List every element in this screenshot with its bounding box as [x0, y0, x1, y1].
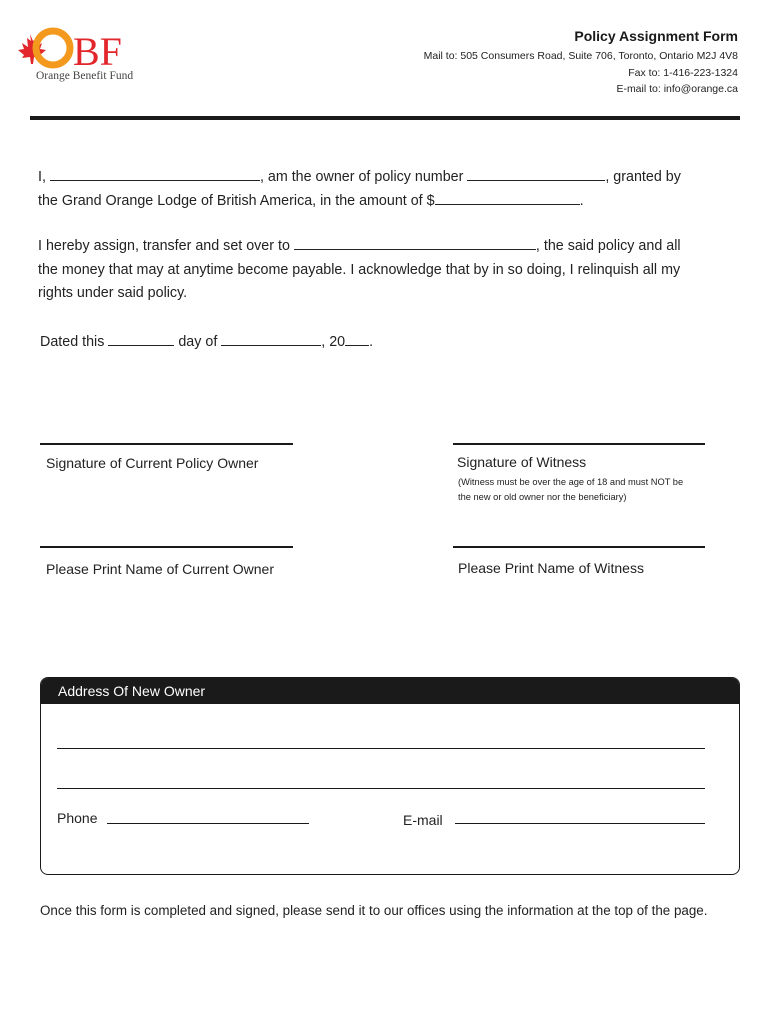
email-address: E-mail to: info@orange.ca [616, 83, 738, 95]
dated-text-a: Dated this [40, 334, 105, 350]
dated-text-b: day of [178, 334, 218, 350]
month-blank[interactable] [221, 331, 321, 346]
header-divider [30, 116, 740, 120]
witness-signature-line[interactable] [453, 443, 705, 445]
dated-text-d: . [369, 334, 374, 350]
owner-signature-line[interactable] [40, 443, 293, 445]
address-line-2[interactable] [57, 788, 705, 789]
assignment-paragraph [38, 235, 738, 306]
p1-text-b: , am the owner of policy number [259, 169, 464, 185]
p2-text-b: , the said policy and all [535, 238, 681, 254]
assignee-blank[interactable] [294, 235, 536, 250]
obf-logo [16, 20, 156, 88]
email-field-line[interactable] [455, 823, 705, 824]
owner-signature-label: Signature of Current Policy Owner [46, 455, 259, 471]
year-blank[interactable] [345, 331, 369, 346]
mail-address: Mail to: 505 Consumers Road, Suite 706, Toronto, Ontario M2J 4V8 [423, 50, 738, 62]
p2-text-c: the money that may at anytime become payable. I acknowledge that by in so doing, I relinquish all my [38, 261, 681, 278]
day-blank[interactable] [108, 331, 174, 346]
witness-print-name-label: Please Print Name of Witness [458, 560, 644, 576]
logo-o-ring [36, 31, 70, 65]
address-line-1[interactable] [57, 748, 705, 749]
p1-text-e: . [579, 192, 584, 209]
p1-text-a: I, [38, 169, 46, 185]
owner-name-blank[interactable] [50, 166, 260, 181]
phone-field-line[interactable] [107, 823, 309, 824]
witness-note-line-1: (Witness must be over the age of 18 and must NOT be [458, 477, 684, 487]
p2-text-d: rights under said policy. [38, 285, 188, 301]
ownership-paragraph [38, 166, 738, 213]
amount-blank[interactable] [435, 190, 580, 205]
fax-number: Fax to: 1-416-223-1324 [628, 67, 738, 79]
owner-print-name-line[interactable] [40, 546, 293, 548]
email-label: E-mail [403, 812, 443, 828]
p1-text-c: , granted by [605, 169, 681, 185]
footer-instruction: Once this form is completed and signed, please send it to our offices using the information at the top of the page. [40, 903, 708, 918]
phone-label: Phone [57, 810, 98, 826]
p2-text-a: I hereby assign, transfer and set over to [38, 238, 290, 254]
p1-text-d: the Grand Orange Lodge of British America, in the amount of $ [38, 192, 435, 209]
witness-signature-label: Signature of Witness [457, 454, 587, 470]
owner-print-name-label: Please Print Name of Current Owner [46, 561, 274, 577]
policy-number-blank[interactable] [467, 166, 605, 181]
address-box-title: Address Of New Owner [41, 678, 739, 704]
witness-note [458, 475, 718, 505]
logo-bf-letters: BF [73, 29, 122, 74]
witness-note-line-2: the new or old owner nor the beneficiary) [458, 492, 627, 502]
logo-subtitle: Orange Benefit Fund [36, 70, 134, 82]
witness-print-name-line[interactable] [453, 546, 705, 548]
form-title: Policy Assignment Form [574, 28, 738, 44]
new-owner-address-box [40, 677, 740, 875]
dated-line [40, 331, 740, 355]
dated-text-c: , 20 [321, 334, 346, 350]
